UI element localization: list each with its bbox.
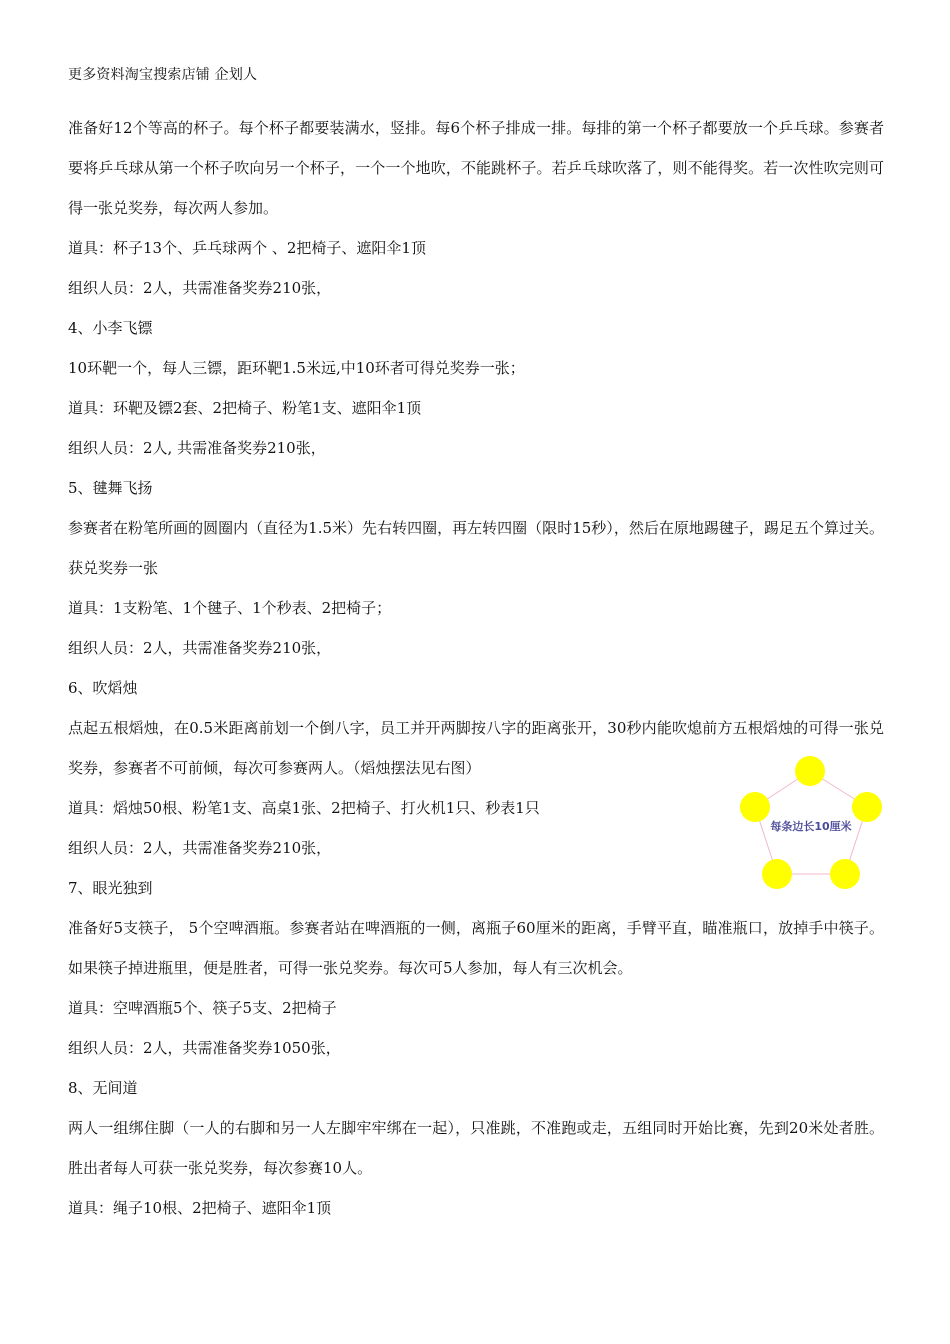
document-body [68,108,884,1228]
section3-props: 道具：杯子13个、乒乓球两个 、2把椅子、遮阳伞1顶 [68,239,426,257]
header-text: 更多资料淘宝搜索店铺 企划人 [68,67,258,83]
section6-title: 6、吹熖烛 [68,679,138,697]
section8-description: 两人一组绑住脚（一人的右脚和另一人左脚牢牢绑在一起），只准跳，不准跑或走，五组同时开始比赛，先到20米处者胜。胜出者每人可获一张兑奖券，每次参赛10人。 [68,1119,884,1177]
section3-description: 准备好12个等高的杯子。每个杯子都要装满水，竖排。每6个杯子排成一排。每排的第一个杯子都要放一个乒乓球。参赛者要将乒乓球从第一个杯子吹向另一个杯子，一个一个地吹，不能跳杯子。若乒乓球吹落了，则不能得奖。若一次性吹完则可得一张兑奖券，每次两人参加。 [68,119,884,217]
candle-circle-left [740,792,770,822]
candle-circle-bottom-right [830,859,860,889]
candle-circle-bottom-left [762,859,792,889]
section7-title: 7、眼光独到 [68,879,153,897]
candle-circle-top [795,756,825,786]
section4-title: 4、小李飞镖 [68,319,153,337]
section5-props: 道具：1支粉笔、1个毽子、1个秒表、2把椅子； [68,599,392,617]
section4-staff: 组织人员：2人, 共需准备奖券210张， [68,439,326,457]
candle-circle-right [852,792,882,822]
section6-staff: 组织人员：2人，共需准备奖券210张， [68,839,332,857]
section6-description: 点起五根熖烛，在0.5米距离前划一个倒八字，员工并开两脚按八字的距离张开，30秒内能吹熄前方五根熖烛的可得一张兑奖券，参赛者不可前倾，每次可参赛两人。（熖烛摆法见右图） [68,719,884,777]
section6-props: 道具：熖烛50根、粉笔1支、高桌1张、2把椅子、打火机1只、秒表1只 [68,799,540,817]
section7-props: 道具：空啤酒瓶5个、筷子5支、2把椅子 [68,999,337,1017]
section8-props: 道具：绳子10根、2把椅子、遮阳伞1顶 [68,1199,332,1217]
section7-description: 准备好5支筷子， 5个空啤酒瓶。参赛者站在啤酒瓶的一侧，离瓶子60厘米的距离，手臂平直，瞄准瓶口，放掉手中筷子。如果筷子掉进瓶里，便是胜者，可得一张兑奖券。每次可5人参加，每人有三次机会。 [68,919,884,977]
candle-pentagon-figure [735,755,885,895]
section5-description: 参赛者在粉笔所画的圆圈内（直径为1.5米）先右转四圈，再左转四圈（限时15秒），然后在原地踢毽子，踢足五个算过关。获兑奖券一张 [68,519,884,577]
section7-staff: 组织人员：2人，共需准备奖券1050张， [68,1039,341,1057]
section3-staff: 组织人员：2人，共需准备奖券210张， [68,279,332,297]
section5-staff: 组织人员：2人，共需准备奖券210张， [68,639,332,657]
section8-title: 8、无间道 [68,1079,138,1097]
figure-caption: 每条边长10厘米 [770,820,852,833]
section4-props: 道具：环靶及镖2套、2把椅子、粉笔1支、遮阳伞1顶 [68,399,422,417]
section4-description: 10环靶一个，每人三镖，距环靶1.5米远,中10环者可得兑奖券一张； [68,359,525,377]
section5-title: 5、毽舞飞扬 [68,479,153,497]
